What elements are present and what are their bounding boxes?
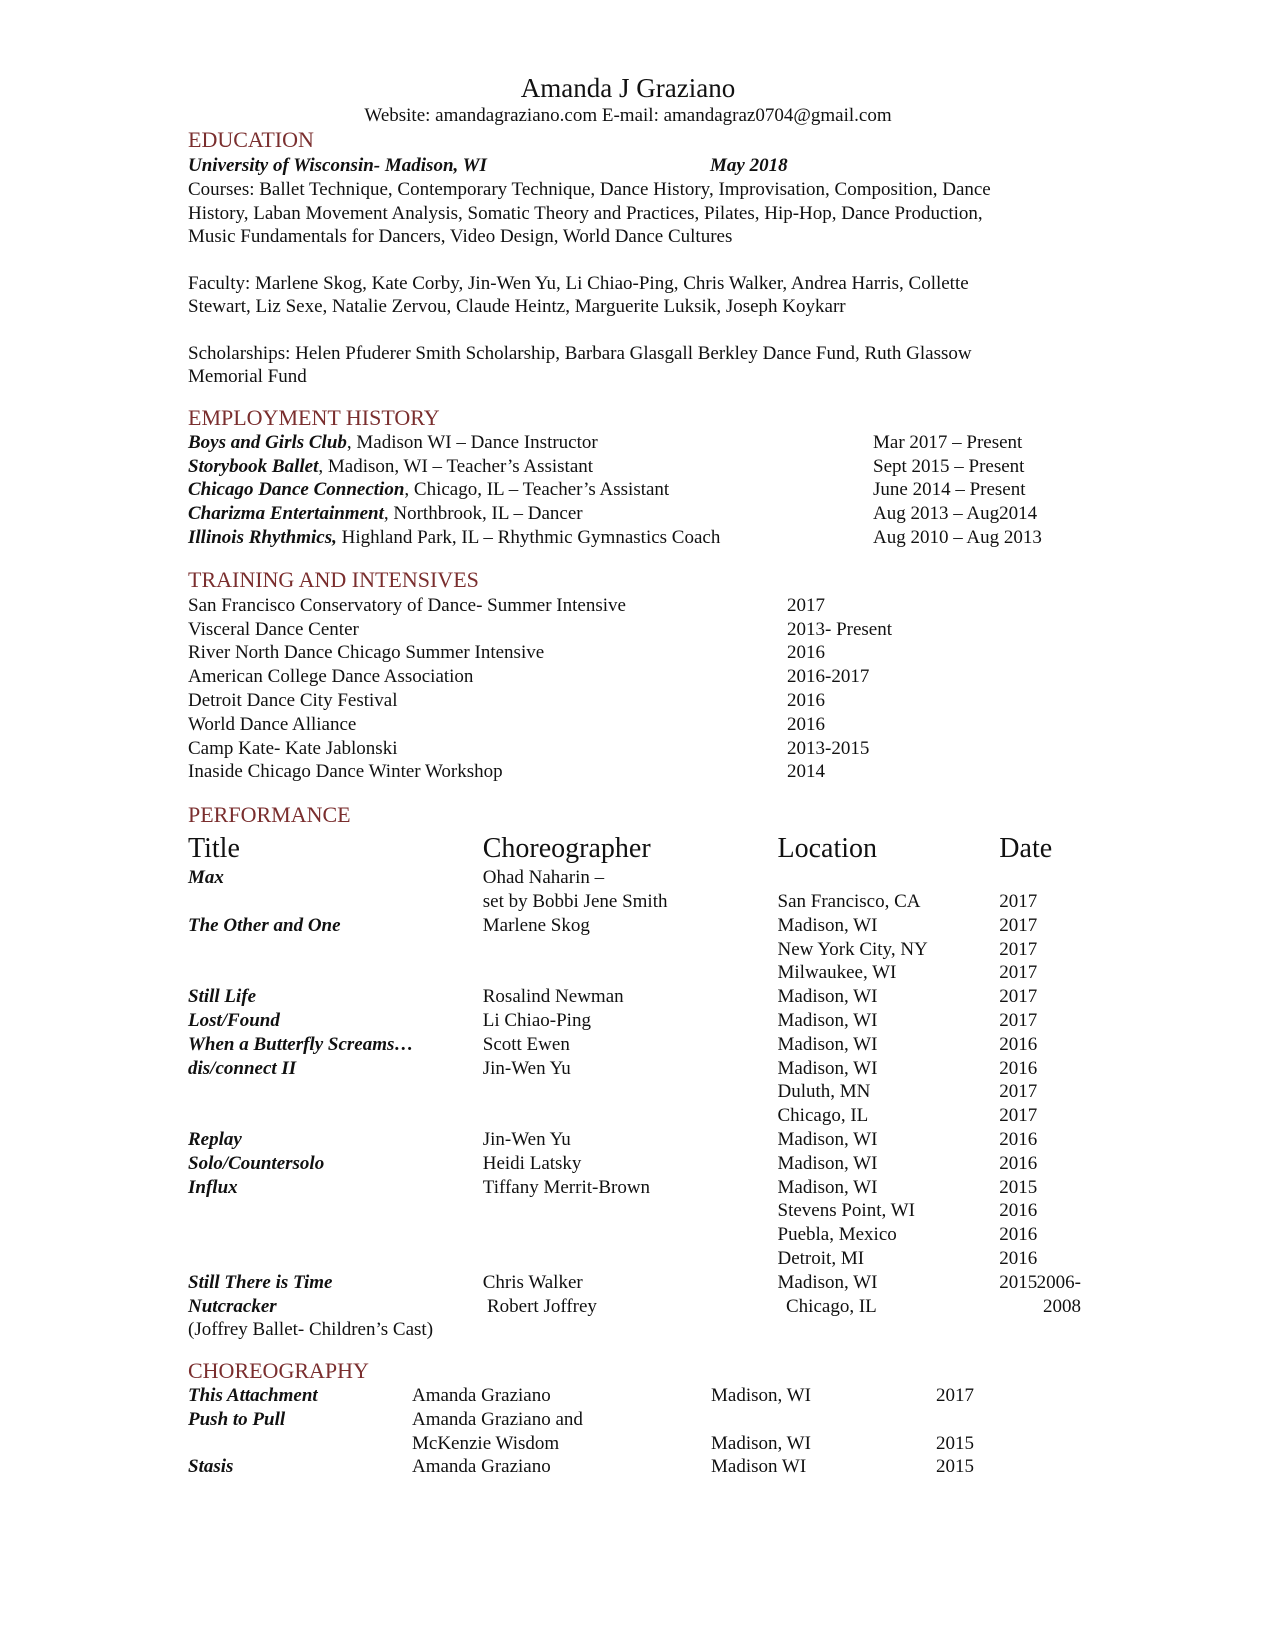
- employment-row: [188, 478, 1088, 502]
- training-year: 2013- Present: [787, 618, 893, 640]
- work-choreographer: Robert Joffrey: [487, 1295, 597, 1317]
- training-name: Inaside Chicago Dance Winter Workshop: [188, 761, 503, 783]
- performance-row: [188, 890, 1088, 914]
- work-date: 2017: [999, 890, 1038, 912]
- performance-note-row: [188, 1318, 1088, 1342]
- courses-line: Music Fundamentals for Dancers, Video Design, World Dance Cultures: [188, 226, 733, 247]
- work-choreographer: Jin-Wen Yu: [482, 1128, 571, 1150]
- training-name: American College Dance Association: [188, 666, 474, 688]
- contact-line: Website: amandagraziano.com E-mail: amandagraz0704@gmail.com: [364, 105, 892, 126]
- piece-year: 2015: [936, 1456, 974, 1478]
- performance-row: [188, 937, 1088, 961]
- piece-location: Madison, WI: [711, 1432, 811, 1454]
- performance-row: [188, 866, 1088, 890]
- choreography-table: [188, 1384, 1088, 1479]
- scholarship-line: Memorial Fund: [188, 366, 307, 387]
- performance-row: [188, 1175, 1088, 1199]
- scholarships-paragraph: [188, 342, 1088, 389]
- work-date: 2016: [999, 1247, 1038, 1269]
- training-heading: TRAINING AND INTENSIVES: [188, 567, 479, 593]
- work-title: dis/connect II: [188, 1057, 297, 1079]
- performance-note: (Joffrey Ballet- Children’s Cast): [188, 1319, 434, 1341]
- employment-dates: Aug 2013 – Aug2014: [873, 503, 1038, 525]
- work-location: Madison, WI: [777, 986, 878, 1008]
- piece-location: Madison, WI: [711, 1385, 811, 1407]
- training-row: [188, 712, 1088, 736]
- header-date: Date: [999, 832, 1053, 864]
- employer-name: Storybook Ballet: [188, 455, 319, 477]
- work-location: Chicago, IL: [777, 1105, 869, 1127]
- choreography-heading: CHOREOGRAPHY: [188, 1357, 369, 1383]
- work-date: 2017: [999, 938, 1038, 960]
- training-row: [188, 760, 1088, 784]
- training-list: [188, 593, 1088, 783]
- work-title: Solo/Countersolo: [188, 1152, 325, 1174]
- work-date: 2017: [999, 1105, 1038, 1127]
- employer-name: Charizma Entertainment: [188, 503, 384, 525]
- performance-row: [188, 1199, 1088, 1223]
- employment-dates: Mar 2017 – Present: [873, 431, 1023, 453]
- work-title: The Other and One: [188, 914, 341, 936]
- performance-row: [188, 1009, 1088, 1033]
- work-title: Still Life: [188, 986, 257, 1008]
- performance-row: [188, 1056, 1088, 1080]
- education-school-row: [188, 153, 1088, 178]
- work-location: Madison, WI: [777, 1152, 878, 1174]
- work-location: Duluth, MN: [777, 1081, 871, 1103]
- performance-row: [188, 1104, 1088, 1128]
- choreography-row: [188, 1431, 1088, 1455]
- work-date: 2017: [999, 1009, 1038, 1031]
- work-choreographer: Tiffany Merrit-Brown: [482, 1176, 651, 1198]
- work-location: New York City, NY: [777, 938, 928, 960]
- work-location: Stevens Point, WI: [777, 1200, 915, 1222]
- work-title: Lost/Found: [188, 1009, 280, 1031]
- employer-name: Boys and Girls Club: [188, 431, 347, 453]
- work-title: Still There is Time: [188, 1271, 333, 1293]
- work-date: 2016: [999, 1200, 1038, 1222]
- piece-title: Push to Pull: [188, 1408, 286, 1430]
- work-date: 2016: [999, 1128, 1038, 1150]
- performance-table: [188, 866, 1088, 1342]
- piece-location: Madison WI: [711, 1456, 807, 1478]
- work-title: Nutcracker: [188, 1295, 277, 1317]
- work-date: 2016: [999, 1033, 1038, 1055]
- piece-choreographer: Amanda Graziano and: [412, 1408, 583, 1430]
- header-choreographer: Choreographer: [482, 832, 651, 864]
- work-location: Chicago, IL: [786, 1295, 877, 1317]
- performance-row: [188, 1032, 1088, 1056]
- training-year: 2016: [787, 642, 825, 664]
- work-date: 2016: [999, 1224, 1038, 1246]
- work-location: San Francisco, CA: [777, 890, 921, 912]
- work-date: 2017: [999, 914, 1038, 936]
- employment-detail: , Chicago, IL – Teacher’s Assistant: [404, 479, 670, 501]
- work-location: Madison, WI: [777, 1033, 878, 1055]
- work-location: Madison, WI: [777, 914, 878, 936]
- training-year: 2013-2015: [787, 737, 870, 759]
- performance-column-headers: [188, 832, 1088, 866]
- employment-row: [188, 431, 1088, 455]
- piece-year: 2015: [936, 1432, 974, 1454]
- work-date: 2016: [999, 1152, 1038, 1174]
- performance-row: [188, 1223, 1088, 1247]
- employer-name: Illinois Rhythmics,: [188, 526, 337, 548]
- work-date: 2016: [999, 1057, 1038, 1079]
- training-row: [188, 736, 1088, 760]
- faculty-line: Faculty: Marlene Skog, Kate Corby, Jin-Wen Yu, Li Chiao-Ping, Chris Walker, Andrea Harris, Collette: [188, 272, 969, 294]
- piece-title: This Attachment: [188, 1385, 318, 1407]
- work-title: When a Butterfly Screams…: [188, 1033, 414, 1055]
- performance-heading: PERFORMANCE: [188, 801, 351, 827]
- employment-detail: , Northbrook, IL – Dancer: [383, 503, 583, 525]
- school-name: University of Wisconsin- Madison, WI: [188, 155, 487, 176]
- work-choreographer: Marlene Skog: [482, 914, 590, 936]
- employment-row: [188, 526, 1088, 550]
- graduation-date: May 2018: [710, 155, 788, 176]
- work-title: Influx: [188, 1176, 238, 1198]
- work-choreographer: Heidi Latsky: [482, 1152, 582, 1174]
- training-name: World Dance Alliance: [188, 713, 357, 735]
- courses-line: Courses: Ballet Technique, Contemporary Technique, Dance History, Improvisation, Composition, Dance: [188, 179, 991, 200]
- piece-title: Stasis: [188, 1456, 234, 1478]
- performance-row: [188, 961, 1088, 985]
- work-date: 2017: [999, 1081, 1038, 1103]
- work-location: Madison, WI: [777, 1271, 878, 1293]
- performance-row: [188, 985, 1088, 1009]
- training-year: 2016: [787, 713, 825, 735]
- work-choreographer: set by Bobbi Jene Smith: [482, 890, 668, 912]
- work-choreographer: Chris Walker: [482, 1271, 583, 1293]
- work-title: Replay: [188, 1128, 242, 1150]
- performance-row: [188, 1128, 1088, 1152]
- work-choreographer: Scott Ewen: [482, 1033, 570, 1055]
- work-location: Madison, WI: [777, 1009, 878, 1031]
- training-name: Camp Kate- Kate Jablonski: [188, 737, 398, 759]
- work-date: 2017: [999, 986, 1038, 1008]
- training-row: [188, 641, 1088, 665]
- work-choreographer: Jin-Wen Yu: [482, 1057, 571, 1079]
- performance-row: [188, 1247, 1088, 1271]
- performance-row: [188, 1080, 1088, 1104]
- employment-row: [188, 502, 1088, 526]
- employment-heading: EMPLOYMENT HISTORY: [188, 404, 440, 430]
- choreography-row: [188, 1384, 1088, 1408]
- training-year: 2014: [787, 761, 825, 783]
- employment-detail: Highland Park, IL – Rhythmic Gymnastics Coach: [336, 526, 721, 548]
- work-choreographer: Rosalind Newman: [482, 986, 624, 1008]
- work-location: Madison, WI: [777, 1176, 878, 1198]
- performance-row: [188, 1151, 1088, 1175]
- training-name: Detroit Dance City Festival: [188, 689, 398, 711]
- employment-dates: June 2014 – Present: [873, 479, 1026, 501]
- employment-row: [188, 454, 1088, 478]
- training-name: San Francisco Conservatory of Dance- Summer Intensive: [188, 594, 626, 616]
- employer-name: Chicago Dance Connection: [188, 479, 405, 501]
- training-row: [188, 665, 1088, 689]
- piece-choreographer: Amanda Graziano: [412, 1456, 551, 1478]
- training-year: 2016-2017: [787, 666, 870, 688]
- training-row: [188, 689, 1088, 713]
- header-title: Title: [188, 832, 240, 864]
- work-location: Madison, WI: [777, 1128, 878, 1150]
- work-date: 2015: [999, 1176, 1038, 1198]
- piece-choreographer: Amanda Graziano: [412, 1385, 551, 1407]
- training-year: 2017: [787, 594, 825, 616]
- employment-dates: Sept 2015 – Present: [873, 455, 1025, 477]
- choreography-row: [188, 1455, 1088, 1479]
- piece-year: 2017: [936, 1385, 974, 1407]
- performance-row: [188, 913, 1088, 937]
- work-location: Detroit, MI: [777, 1247, 865, 1269]
- choreography-row: [188, 1408, 1088, 1432]
- work-date: 2017: [999, 962, 1038, 984]
- employment-list: [188, 431, 1088, 550]
- employment-detail: , Madison, WI – Teacher’s Assistant: [318, 455, 594, 477]
- resume: [188, 72, 1088, 1479]
- courses-paragraph: [188, 178, 1088, 249]
- work-location: Milwaukee, WI: [777, 962, 897, 984]
- work-location: Puebla, Mexico: [777, 1224, 897, 1246]
- performance-row: [188, 1270, 1088, 1294]
- header-location: Location: [777, 832, 878, 864]
- education-heading: EDUCATION: [188, 127, 314, 152]
- training-year: 2016: [787, 689, 825, 711]
- faculty-line: Stewart, Liz Sexe, Natalie Zervou, Claude Heintz, Marguerite Luksik, Joseph Koykarr: [188, 296, 846, 317]
- training-row: [188, 593, 1088, 617]
- work-date: 2006-2008: [1036, 1272, 1081, 1317]
- work-location: Madison, WI: [777, 1057, 878, 1079]
- work-title: Max: [188, 867, 224, 889]
- faculty-paragraph: [188, 272, 1088, 319]
- training-name: River North Dance Chicago Summer Intensive: [188, 642, 545, 664]
- employment-dates: Aug 2010 – Aug 2013: [873, 526, 1042, 548]
- training-name: Visceral Dance Center: [188, 618, 359, 640]
- work-choreographer: Ohad Naharin –: [482, 867, 605, 889]
- candidate-name: Amanda J Graziano: [520, 73, 736, 103]
- piece-choreographer: McKenzie Wisdom: [412, 1432, 560, 1454]
- employment-detail: , Madison WI – Dance Instructor: [346, 431, 598, 453]
- training-row: [188, 617, 1088, 641]
- work-choreographer: Li Chiao-Ping: [482, 1009, 591, 1031]
- courses-line: History, Laban Movement Analysis, Somatic Theory and Practices, Pilates, Hip-Hop, Dance Production,: [188, 202, 983, 224]
- scholarship-line: Scholarships: Helen Pfuderer Smith Scholarship, Barbara Glasgall Berkley Dance Fund, Ruth Glassow: [188, 342, 972, 364]
- work-date: 2015: [999, 1271, 1038, 1293]
